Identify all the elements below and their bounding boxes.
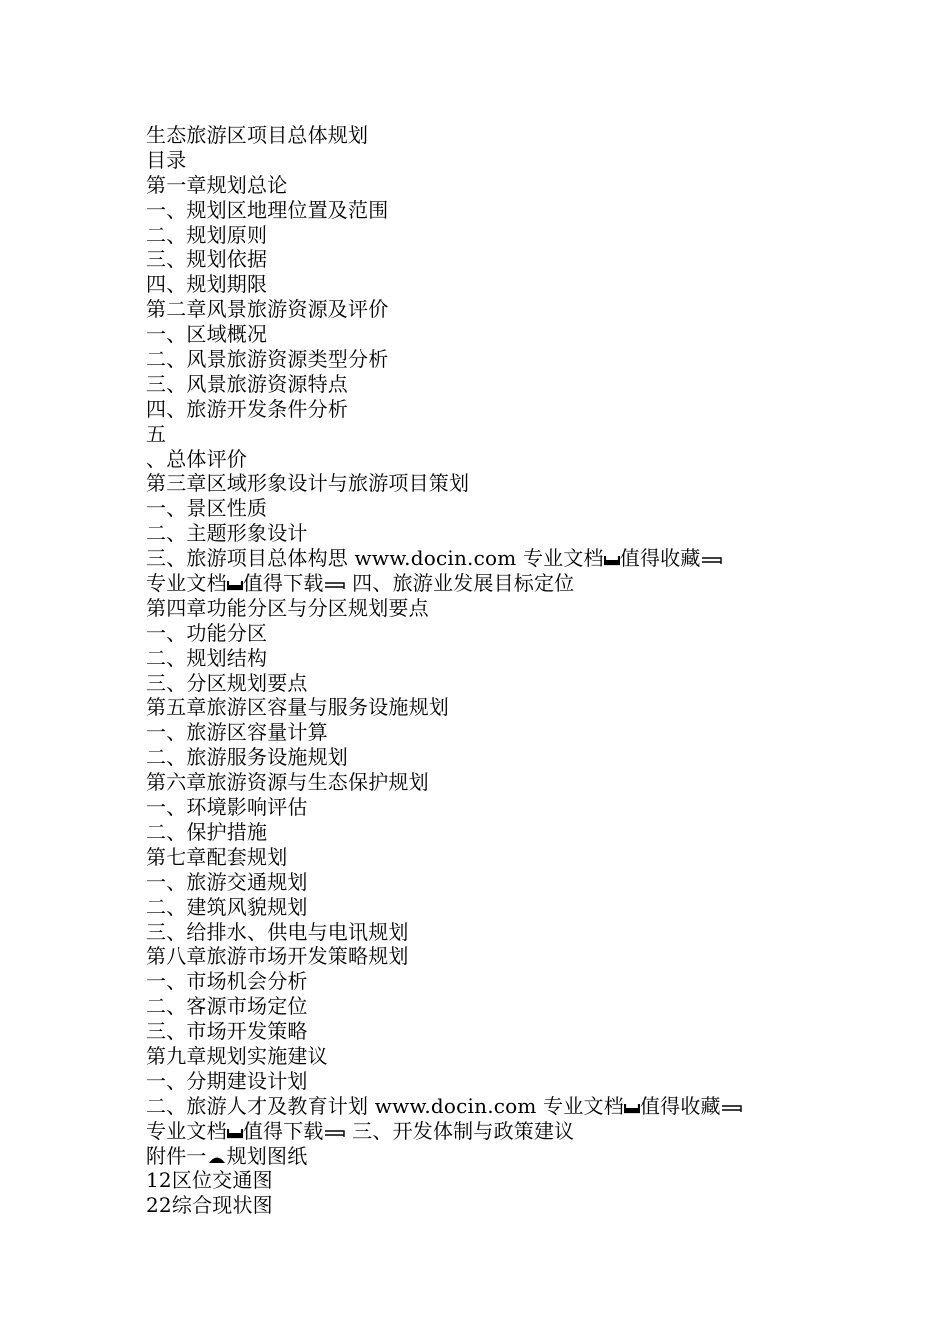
toc-line: 一、功能分区 xyxy=(146,620,268,645)
toc-text: 值得下载 xyxy=(242,571,324,596)
toc-line: 一、市场机会分析 xyxy=(146,969,308,994)
toc-text: 三、开发体制与政策建议 xyxy=(345,1118,575,1143)
appendix-line xyxy=(146,1144,906,1169)
toc-line: 四、规划期限 xyxy=(146,272,268,297)
toc-line: 第二章风景旅游资源及评价 xyxy=(146,297,389,322)
toc-text: 专业文档 xyxy=(146,571,227,596)
bracket-bottom-icon xyxy=(227,1120,243,1145)
toc-line: 一、环境影响评估 xyxy=(146,795,308,820)
bracket-double-icon xyxy=(701,547,723,572)
toc-line: 二、规划结构 xyxy=(146,645,268,670)
toc-text: 三、旅游项目总体构思 www.docin.com 专业文档 xyxy=(146,546,604,571)
toc-line: 二、建筑风貌规划 xyxy=(146,894,308,919)
bracket-bottom-icon xyxy=(604,547,620,572)
bracket-bottom-icon xyxy=(227,572,243,597)
toc-line: 一、景区性质 xyxy=(146,496,268,521)
toc-text: 值得下载 xyxy=(242,1118,324,1143)
toc-line: 三、给排水、供电与电讯规划 xyxy=(146,919,409,944)
toc-line: 二、客源市场定位 xyxy=(146,994,308,1019)
arc-icon xyxy=(207,1145,227,1170)
toc-text: 二、旅游人才及教育计划 www.docin.com 专业文档 xyxy=(146,1093,624,1118)
toc-line: 第四章功能分区与分区规划要点 xyxy=(146,595,429,620)
toc-line: 三、风景旅游资源特点 xyxy=(146,371,348,396)
toc-line-watermark xyxy=(146,571,906,596)
toc-line: 一、分期建设计划 xyxy=(146,1068,308,1093)
toc-line: 二、保护措施 xyxy=(146,819,268,844)
toc-line: 二、规划原则 xyxy=(146,222,268,247)
toc-line: 二、旅游服务设施规划 xyxy=(146,745,348,770)
toc-text: 值得收藏 xyxy=(639,1093,721,1118)
toc-line: 四、旅游开发条件分析 xyxy=(146,396,348,421)
toc-line: 第三章区域形象设计与旅游项目策划 xyxy=(146,471,470,496)
toc-line: 二、风景旅游资源类型分析 xyxy=(146,347,389,372)
bracket-double-icon xyxy=(324,572,346,597)
toc-text: 值得收藏 xyxy=(619,546,701,571)
toc-line: 第九章规划实施建议 xyxy=(146,1043,328,1068)
bracket-double-icon xyxy=(721,1095,743,1120)
toc-line: 第七章配套规划 xyxy=(146,844,288,869)
toc-line: 一、旅游交通规划 xyxy=(146,869,308,894)
toc-line: 第五章旅游区容量与服务设施规划 xyxy=(146,695,449,720)
toc-text: 四、旅游业发展目标定位 xyxy=(345,571,575,596)
toc-line: 、总体评价 xyxy=(146,446,247,471)
bracket-bottom-icon xyxy=(624,1095,640,1120)
document-title: 生态旅游区项目总体规划 xyxy=(146,123,369,147)
toc-line: 一、规划区地理位置及范围 xyxy=(146,197,389,222)
toc-line: 一、区域概况 xyxy=(146,322,268,347)
toc-line: 第一章规划总论 xyxy=(146,172,288,197)
toc-line: 三、分区规划要点 xyxy=(146,670,308,695)
toc-line: 三、规划依据 xyxy=(146,247,268,272)
toc-line-watermark xyxy=(146,1094,906,1119)
toc-text: 附件一 xyxy=(146,1143,207,1168)
toc-line: 一、旅游区容量计算 xyxy=(146,720,328,745)
toc-line-watermark xyxy=(146,546,906,571)
document-page xyxy=(146,123,906,1218)
bracket-double-icon xyxy=(324,1120,346,1145)
toc-line-watermark xyxy=(146,1119,906,1144)
toc-line: 12区位交通图 xyxy=(146,1168,273,1193)
toc-text: 规划图纸 xyxy=(226,1143,308,1168)
toc-text: 专业文档 xyxy=(146,1118,227,1143)
toc-line: 第六章旅游资源与生态保护规划 xyxy=(146,770,429,795)
toc-line: 三、市场开发策略 xyxy=(146,1019,308,1044)
toc-line: 五 xyxy=(146,421,167,446)
toc-heading: 目录 xyxy=(146,147,187,172)
toc-line: 22综合现状图 xyxy=(146,1193,273,1218)
toc-line: 二、主题形象设计 xyxy=(146,521,308,546)
toc-line: 第八章旅游市场开发策略规划 xyxy=(146,944,409,969)
